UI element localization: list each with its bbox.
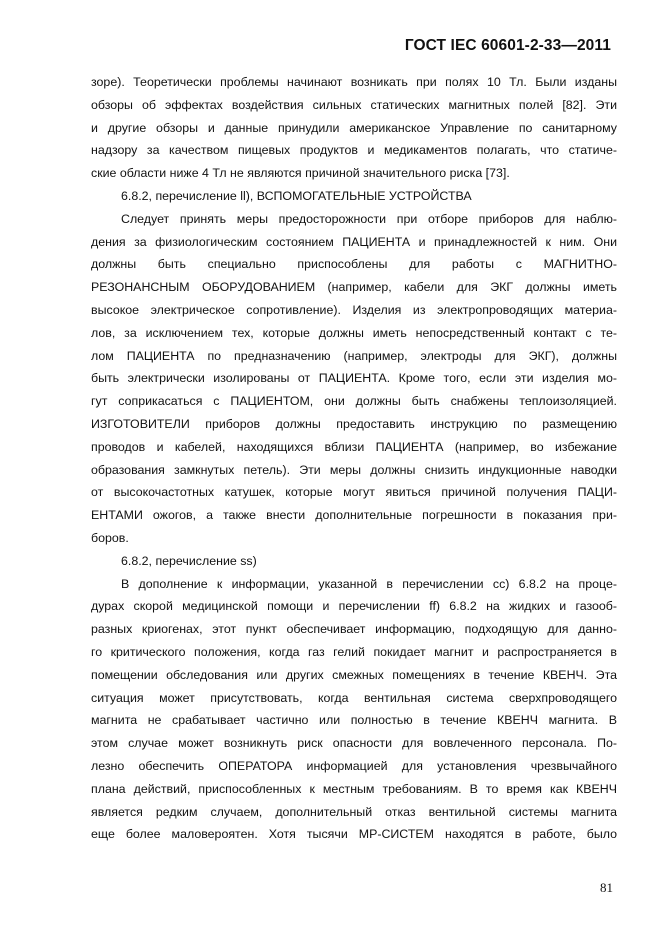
- text-line: высокое электрическое сопротивление). Изделия из электропроводящих материа-: [91, 302, 617, 317]
- text-line: ские области ниже 4 Тл не являются причиной значительного риска [73].: [91, 166, 510, 181]
- text-line: образования замкнутых петель). Эти меры должны снизить индукционные наводки: [91, 462, 617, 477]
- text-line: разных криогенах, этот пункт обеспечивает информацию, подходящую для данно-: [91, 622, 617, 637]
- section-heading: [91, 185, 617, 208]
- text-line: быть электрически изолированы от ПАЦИЕНТА. Кроме того, если эти изделия мо-: [91, 371, 617, 386]
- text-line: от высокочастотных катушек, которые могут явиться причиной получения ПАЦИ-: [91, 485, 617, 500]
- text-line: РЕЗОНАНСНЫМ ОБОРУДОВАНИЕМ (например, кабели для ЭКГ должны иметь: [91, 280, 617, 295]
- text-line: 6.8.2, перечисление ss): [121, 553, 257, 568]
- text-line: ситуация может присутствовать, когда вентильная система сверхпроводящего: [91, 690, 617, 705]
- text-line: Следует принять меры предосторожности при отборе приборов для наблю-: [121, 211, 617, 226]
- text-line: этом случае может возникнуть риск опасности для вовлеченного персонала. По-: [91, 736, 617, 751]
- page-number: 81: [600, 880, 613, 895]
- text-line: ИЗГОТОВИТЕЛИ приборов должны предоставить инструкцию по размещению: [91, 416, 617, 431]
- paragraph: [91, 573, 617, 847]
- document-header: ГОСТ IEC 60601-2-33—2011: [404, 37, 611, 54]
- text-line: гут соприкасаться с ПАЦИЕНТОМ, они должны быть снабжены теплоизоляцией.: [91, 394, 617, 409]
- text-line: и другие обзоры и данные принудили американское Управление по санитарному: [91, 120, 617, 135]
- text-line: обзоры об эффектах воздействия сильных статических магнитных полей [82]. Эти: [91, 97, 617, 112]
- document-body: [91, 71, 617, 846]
- text-line: В дополнение к информации, указанной в перечислении cc) 6.8.2 на проце-: [121, 576, 617, 591]
- text-line: дурах скорой медицинской помощи и перечислении ff) 6.8.2 на жидких и газооб-: [91, 599, 617, 614]
- section-heading: [91, 550, 617, 573]
- paragraph: [91, 71, 617, 185]
- text-line: еще более маловероятен. Хотя тысячи МР-СИСТЕМ находятся в работе, было: [91, 827, 617, 842]
- text-line: должны быть специально приспособлены для работы с МАГНИТНО-: [91, 257, 617, 272]
- text-line: является редким случаем, дополнительный отказ вентильной системы магнита: [91, 804, 617, 819]
- text-line: го критического положения, когда газ гелий покидает магнит и распространяется в: [91, 644, 617, 659]
- text-line: лезно обеспечить ОПЕРАТОРА информацией для установления чрезвычайного: [91, 758, 617, 773]
- text-line: лов, за исключением тех, которые должны иметь непосредственный контакт с те-: [91, 325, 617, 340]
- text-line: дения за физиологическим состоянием ПАЦИЕНТА и принадлежностей к ним. Они: [91, 234, 617, 249]
- text-line: 6.8.2, перечисление ll), ВСПОМОГАТЕЛЬНЫЕ УСТРОЙСТВА: [121, 188, 472, 203]
- text-line: ЕНТАМИ ожогов, а также внести дополнительные погрешности в показания при-: [91, 508, 617, 523]
- text-line: лом ПАЦИЕНТА по предназначению (например, электроды для ЭКГ), должны: [91, 348, 617, 363]
- text-line: надзору за качеством пищевых продуктов и медикаментов полагать, что статиче-: [91, 143, 617, 158]
- paragraph: [91, 208, 617, 550]
- text-line: боров.: [91, 530, 129, 545]
- text-line: зоре). Теоретически проблемы начинают возникать при полях 10 Тл. Были изданы: [91, 75, 617, 89]
- text-line: плана действий, приспособленных к местным требованиям. В то время как КВЕНЧ: [91, 781, 617, 796]
- text-line: магнита не срабатывает частично или полностью в течение КВЕНЧ магнита. В: [91, 713, 617, 728]
- text-line: помещении обследования или других смежных помещениях в течение КВЕНЧ. Эта: [91, 667, 617, 682]
- text-line: проводов и кабелей, находящихся вблизи ПАЦИЕНТА (например, во избежание: [91, 439, 617, 454]
